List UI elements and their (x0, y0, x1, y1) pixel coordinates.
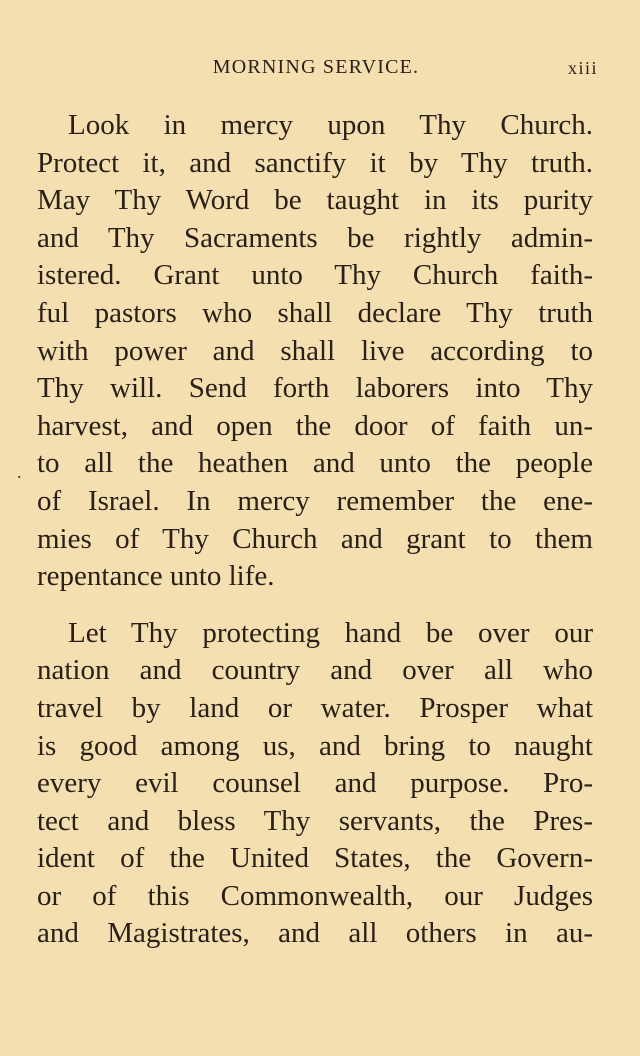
text-line: with power and shall live according to (37, 334, 593, 367)
text-line: ful pastors who shall declare Thy truth (37, 296, 593, 329)
text-line: repentance unto life. (37, 560, 275, 593)
running-head (0, 56, 640, 82)
text-line: every evil counsel and purpose. Pro- (37, 767, 593, 800)
text-line: May Thy Word be taught in its purity (37, 184, 593, 217)
text-line: or of this Commonwealth, our Judges (37, 879, 593, 912)
running-head-title: MORNING SERVICE. (212, 56, 420, 78)
text-line: Protect it, and sanctify it by Thy truth. (37, 146, 593, 179)
text-line: of Israel. In mercy remember the ene- (37, 484, 593, 517)
margin-mark: . (17, 462, 22, 482)
page-number: xiii (567, 58, 598, 78)
text-line: is good among us, and bring to naught (37, 729, 593, 762)
paragraph-church (37, 107, 593, 596)
text-line: mies of Thy Church and grant to them (37, 522, 593, 555)
text-line: harvest, and open the door of faith un- (37, 409, 593, 442)
text-line: Let Thy protecting hand be over our (68, 616, 593, 649)
text-line: Thy will. Send forth laborers into Thy (37, 372, 593, 405)
text-line: and Magistrates, and all others in au- (37, 917, 593, 950)
text-line: ident of the United States, the Govern- (37, 842, 593, 875)
text-line: tect and bless Thy servants, the Pres- (37, 804, 593, 837)
paragraph-nation (37, 615, 593, 953)
body-text (37, 107, 593, 953)
text-line: to all the heathen and unto the people (37, 447, 593, 480)
text-line: and Thy Sacraments be rightly admin- (37, 221, 593, 254)
text-line: istered. Grant unto Thy Church faith- (37, 259, 593, 292)
text-line: Look in mercy upon Thy Church. (68, 109, 593, 141)
paragraph-gap (37, 596, 593, 615)
text-line: nation and country and over all who (37, 654, 593, 687)
text-line: travel by land or water. Prosper what (37, 691, 593, 724)
